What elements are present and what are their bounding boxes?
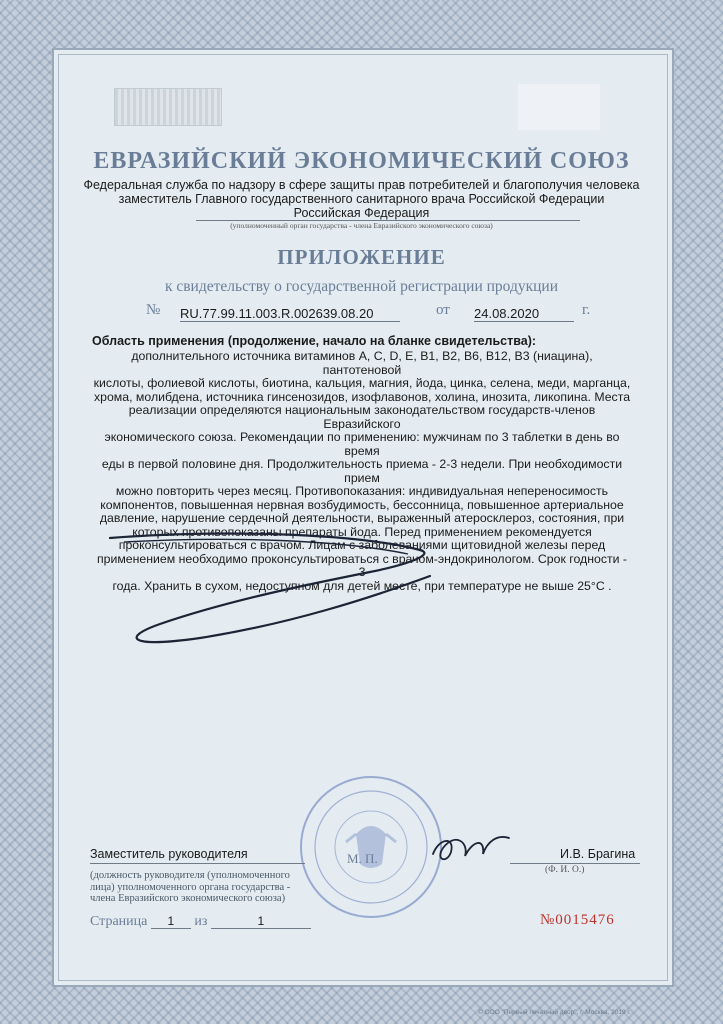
page-label: Страница	[90, 914, 148, 929]
scope-line: экономического союза. Рекомендации по применению: мужчинам по 3 таблетки в день во время	[104, 430, 620, 458]
certificate-number: RU.77.99.11.003.R.002639.08.20	[180, 306, 400, 322]
page-of-label: из	[194, 914, 208, 929]
authority-block	[80, 178, 643, 220]
fio-label: (Ф. И. О.)	[545, 865, 585, 875]
scope-heading: Область применения (продолжение, начало на бланке свидетельства):	[92, 334, 537, 348]
corner-white-patch	[518, 84, 600, 130]
scope-line: давление, нарушение сердечной деятельности, выраженный атеросклероз, состояния, при	[99, 511, 625, 525]
date-label: от	[436, 302, 450, 318]
number-label: №	[146, 302, 161, 318]
year-suffix: г.	[582, 302, 591, 318]
certificate-date: 24.08.2020	[474, 306, 574, 322]
scope-line: кислоты, фолиевой кислоты, биотина, кальция, магния, йода, цинка, селена, меди, марганца,	[93, 376, 631, 390]
large-signature-scribble	[90, 520, 450, 660]
scope-line: реализации определяются национальным законодательством государств-членов Евразийского	[128, 403, 596, 431]
scope-line: которых противопоказаны препараты йода. Перед применением рекомендуется	[132, 524, 592, 539]
authority-line: Российская Федерация	[293, 206, 430, 220]
page-current: 1	[151, 914, 191, 929]
signer-signature	[425, 820, 515, 870]
seal-place-label: М. П.	[347, 851, 378, 866]
authority-note: (уполномоченный орган государства - члена Евразийского экономического союза)	[230, 221, 493, 230]
position-note-line: (должность руководителя (уполномоченного	[90, 870, 290, 881]
scope-line: применением необходимо проконсультироваться с врачом-эндокринологом. Срок годности - 3	[96, 551, 628, 579]
serial-number: №0015476	[540, 912, 615, 928]
scope-line: года. Хранить в сухом, недоступном для детей месте, при температуре не выше 25°С .	[112, 578, 612, 593]
name-underline	[510, 863, 640, 864]
position-note-line: члена Евразийского экономического союза)	[90, 893, 286, 904]
scope-line: проконсультироваться с врачом. Лицам с заболеваниями щитовидной железы перед	[118, 538, 606, 552]
authority-line: Федеральная служба по надзору в сфере защиты прав потребителей и благополучия человека	[83, 178, 640, 192]
page-total: 1	[211, 914, 311, 929]
deputy-underline	[90, 863, 305, 864]
scope-line: дополнительного источника витаминов А, С, D, Е, В1, В2, В6, В12, В3 (ниацина), пантотеновой	[131, 349, 593, 377]
document-title: ПРИЛОЖЕНИЕ	[277, 245, 446, 269]
scope-line: компонентов, повышенная нервная возбудимость, бессонница, повышенное артериальное	[100, 497, 624, 512]
hologram-strip	[114, 88, 222, 126]
page-counter	[90, 914, 311, 930]
scope-line: еды в первой половине дня. Продолжительность приема - 2-3 недели. При необходимости прием	[101, 457, 623, 485]
union-heading: ЕВРАЗИЙСКИЙ ЭКОНОМИЧЕСКИЙ СОЮЗ	[93, 148, 630, 174]
deputy-title: Заместитель руководителя	[90, 847, 248, 861]
printer-credit: © ООО "Первый печатный двор", г. Москва, 2019 г.	[478, 1009, 631, 1016]
position-note-line: лица) уполномоченного органа государства -	[90, 881, 291, 893]
signer-name: И.В. Брагина	[560, 847, 636, 861]
position-note	[90, 870, 330, 905]
scope-line: хрома, молибдена, источника гинсенозидов, изофлавонов, холина, инозита, ликопина. Места	[93, 389, 631, 404]
authority-line: заместитель Главного государственного санитарного врача Российской Федерации	[118, 192, 605, 206]
document-subtitle: к свидетельству о государственной регистрации продукции	[164, 278, 559, 295]
scope-line: можно повторить через месяц. Противопоказания: индивидуальная непереносимость	[115, 484, 609, 498]
